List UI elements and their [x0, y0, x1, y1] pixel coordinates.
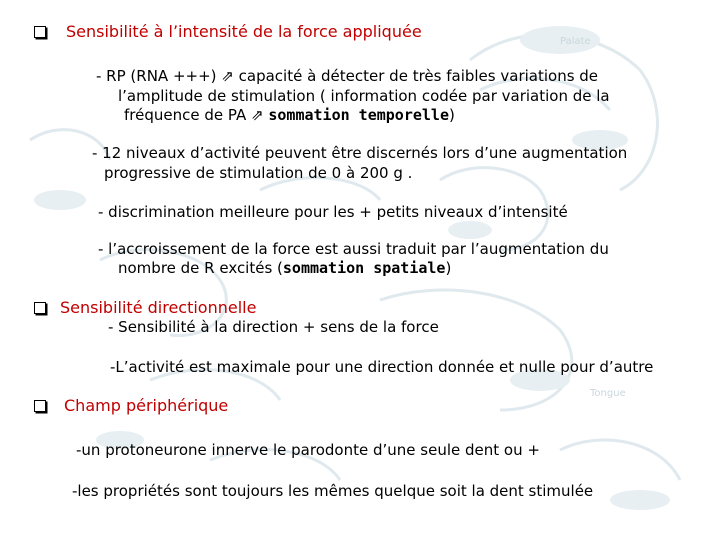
- implies-arrow-icon: ⇗: [251, 106, 264, 124]
- text-line: progressive de stimulation de 0 à 200 g .: [104, 164, 413, 182]
- watermark-label-tongue: Tongue: [590, 388, 626, 399]
- text-line: -un protoneurone innerve le parodonte d’une seule dent ou +: [76, 441, 540, 459]
- watermark-label-palate: Palate: [560, 36, 591, 47]
- text-line: - discrimination meilleure pour les + petits niveaux d’intensité: [98, 203, 568, 221]
- section-heading-intensite: Sensibilité à l’intensité de la force appliquée: [66, 22, 422, 41]
- section-heading-champ: Champ périphérique: [64, 396, 229, 415]
- text-line: fréquence de PA ⇗ sommation temporelle): [124, 106, 455, 124]
- text-line: - 12 niveaux d’activité peuvent être discernés lors d’une augmentation: [92, 144, 628, 162]
- section-bullet-icon: [34, 400, 46, 412]
- text-line: - RP (RNA +++) ⇗ capacité à détecter de très faibles variations de: [96, 67, 599, 85]
- section-heading-directionnelle: Sensibilité directionnelle: [60, 298, 257, 317]
- text-line: - Sensibilité à la direction + sens de la force: [108, 318, 439, 336]
- section-bullet-icon: [34, 26, 46, 38]
- text-line: - l’accroissement de la force est aussi traduit par l’augmentation du: [98, 240, 609, 258]
- sommation-spatiale-term: sommation spatiale: [282, 259, 446, 277]
- implies-arrow-icon: ⇗: [221, 67, 234, 85]
- sommation-temporelle-term: sommation temporelle: [268, 106, 449, 124]
- section-bullet-icon: [34, 302, 46, 314]
- text-line: l’amplitude de stimulation ( information codée par variation de la: [118, 87, 610, 105]
- text-line: -L’activité est maximale pour une direction donnée et nulle pour d’autre: [110, 358, 654, 376]
- text-line: -les propriétés sont toujours les mêmes quelque soit la dent stimulée: [72, 482, 594, 500]
- text-line: nombre de R excités (sommation spatiale): [118, 259, 452, 277]
